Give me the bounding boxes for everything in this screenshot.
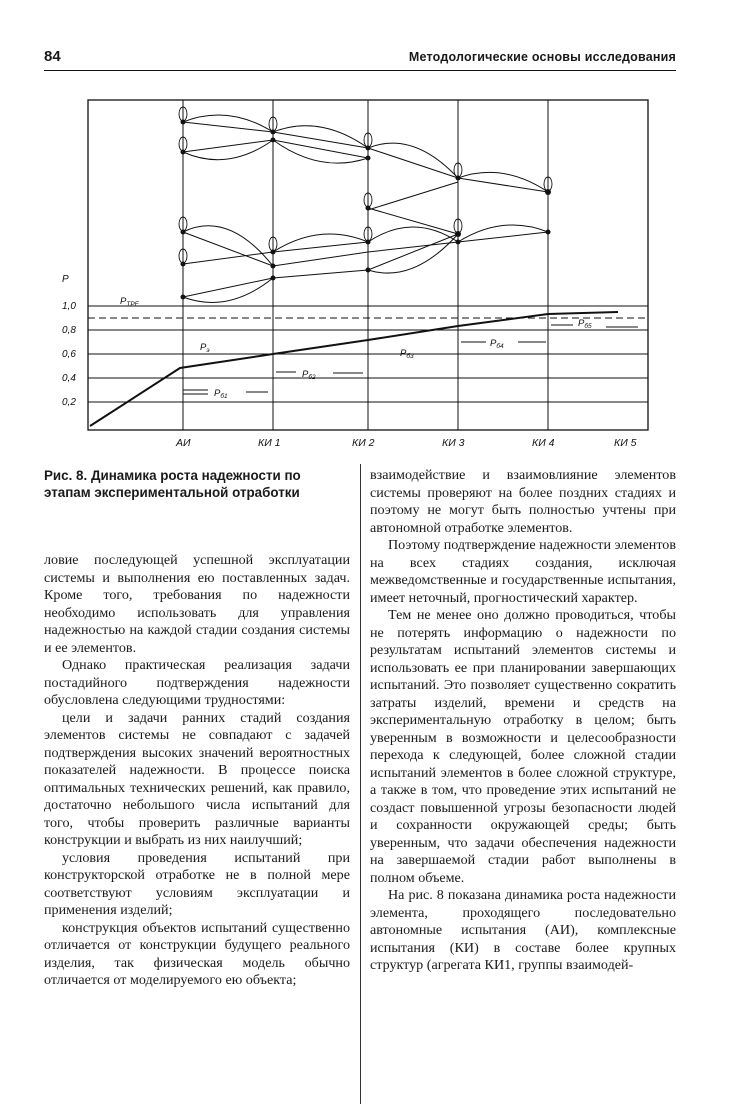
p-b1-label: $P_{б1}$ (214, 388, 228, 400)
paragraph: На рис. 8 показана динамика роста надежности элемента, проходящего последовательно автономные испытания (АИ), комплексные испытания (КИ) в составе более крупных структур (агрегата КИ1, группы взаимодей- (370, 887, 676, 973)
right-column (370, 467, 676, 975)
paragraph: ловие последующей успешной эксплуатации системы и выполнения ею поставленных задач. Кроме того, требования по надежности необходимо использовать для управления надежностью на каждой стадии создания системы и ее элементов. (44, 552, 350, 656)
header-rule (44, 70, 676, 71)
page-number: 84 (44, 48, 61, 65)
stage-label: КИ 1 (258, 437, 281, 449)
figure-caption: Рис. 8. Динамика роста надежности по этапам экспериментальной отработки (44, 468, 301, 500)
y-axis-label: P (62, 274, 69, 285)
stage-lines (183, 100, 548, 430)
p-b5-label: $P_{б5}$ (578, 318, 592, 330)
p-estimate-label: $P_э$ (200, 342, 210, 354)
testing-network (183, 115, 548, 302)
paragraph: Поэтому подтверждение надежности элементов на всех стадиях создания, исключая межведомственные и государственные испытания, имеет неточный, прогностический характер. (370, 537, 676, 606)
stage-label: АИ (176, 437, 191, 449)
stage-label: КИ 3 (442, 437, 465, 449)
y-tick-label: 0,2 (62, 397, 76, 408)
y-tick-label: 0,6 (62, 349, 76, 360)
y-tick-label: 0,8 (62, 325, 76, 336)
loop-arcs (179, 107, 552, 263)
y-tick-label: 1,0 (62, 301, 76, 312)
paragraph: конструкция объектов испытаний существенно отличается от конструкции будущего реального изделия, так физическая модель обычно отличается от моделируемого ею объекта; (44, 919, 350, 988)
paragraph: Тем не менее оно должно проводиться, чтобы не потерять информацию о надежности по результатам испытаний элементов системы и использовать ее при планировании завершающих испытаний. Это позволяет существенно сократить затраты изделий, времени и средств на экспериментальную отработку в целом; быть уверенным в возможности и целесообразности перехода к следующей, более сложной стадии испытаний элементов в более сложной структуре, а также в том, что проведение этих испытаний не создаст повышенной угрозы безопасности людей и сохранности окружающей среды; быть уверенным, что задачи обеспечения надежности на завершаемой стадии работ выполнены в полном объеме. (370, 607, 676, 886)
p-b3-label: $P_{б3}$ (400, 348, 414, 360)
paragraph: условия проведения испытаний при конструкторской отработке не в полной мере соответствуют условиям эксплуатации и применения изделий; (44, 849, 350, 918)
page-header (44, 48, 676, 70)
paragraph: взаимодействие и взаимовлияние элементов системы проверяют на более поздних стадиях и поэтому не могут быть полностью учтены при автономной отработке элементов. (370, 467, 676, 536)
reliability-growth-curve (90, 312, 618, 426)
stage-label: КИ 5 (614, 437, 637, 449)
left-column (44, 552, 350, 990)
p-b4-label: $P_{б4}$ (490, 338, 504, 350)
stage-label: КИ 2 (352, 437, 375, 449)
running-title: Методологические основы исследования (408, 50, 676, 64)
paragraph: Однако практическая реализация задачи постадийного подтверждения надежности обусловлена следующими трудностями: (44, 657, 350, 708)
paragraph: цели и задачи ранних стадий создания элементов системы не совпадают с задачей подтверждения высоких значений вероятностных показателей надежности. В процессе поиска оптимальных технических решений, как правило, достаточно небольшого числа испытаний для того, чтобы проверить различные варианты конструкции и выбрать из них наилучший; (44, 709, 350, 848)
reliability-growth-figure (58, 92, 658, 454)
column-divider (360, 464, 361, 1104)
p-b2-label: $P_{б2}$ (302, 369, 316, 381)
p-required-label: $P_{ТРЕ}$ (120, 296, 139, 308)
stage-label: КИ 4 (532, 437, 555, 449)
y-tick-label: 0,4 (62, 373, 76, 384)
